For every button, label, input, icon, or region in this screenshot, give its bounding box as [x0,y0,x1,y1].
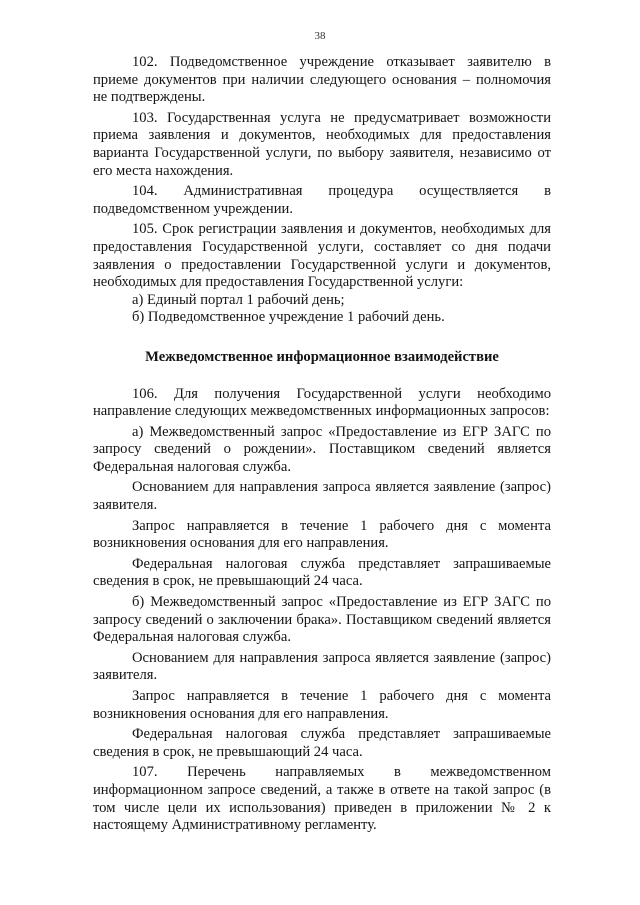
request-a: а) Межведомственный запрос «Предоставление из ЕГР ЗАГС по запросу сведений о рождении». Поставщиком сведений является Федеральная налоговая служба. [93,423,551,475]
paragraph-102: 102. Подведомственное учреждение отказывает заявителю в приеме документов при наличии следующего основания – полномочия не подтверждены. [93,54,551,106]
document-body [93,54,551,835]
list-item-a: а) Единый портал 1 рабочий день; [132,291,345,308]
list-item-b: б) Подведомственное учреждение 1 рабочий день. [132,309,445,326]
paragraph-105: 105. Срок регистрации заявления и документов, необходимых для предоставления Государственной услуги, составляет со дня подачи заявления о предоставлении Государственной услуги и документов, необходимых для предоставления Государственной услуги: [93,221,551,291]
paragraph-107: 107. Перечень направляемых в межведомственном информационном запросе сведений, а также в ответе на такой запрос (в том числе цели их использования) приведен в приложении № 2 к настоящему Административному регламенту. [93,764,551,834]
request-b-basis: Основанием для направления запроса является заявление (запрос) заявителя. [93,649,551,684]
page-number: 38 [314,30,326,42]
paragraph-103: 103. Государственная услуга не предусматривает возможности приема заявления и документов, необходимых для предоставления варианта Государственной услуги, по выбору заявителя, независимо от его места нахождения. [93,109,551,179]
request-a-basis: Основанием для направления запроса является заявление (запрос) заявителя. [93,479,551,514]
paragraph-106: 106. Для получения Государственной услуги необходимо направление следующих межведомственных информационных запросов: [93,385,551,420]
request-a-timing: Запрос направляется в течение 1 рабочего дня с момента возникновения основания для его направления. [93,517,551,552]
request-b-timing: Запрос направляется в течение 1 рабочего дня с момента возникновения основания для его направления. [93,688,551,722]
request-b: б) Межведомственный запрос «Предоставление из ЕГР ЗАГС по запросу сведений о заключении брака». Поставщиком сведений является Федеральная налоговая служба. [93,594,551,646]
section-heading: Межведомственное информационное взаимодействие [145,348,499,365]
request-b-response: Федеральная налоговая служба представляет запрашиваемые сведения в срок, не превышающий 24 часа. [93,726,551,760]
request-a-response: Федеральная налоговая служба представляет запрашиваемые сведения в срок, не превышающий 24 часа. [93,555,551,590]
paragraph-104: 104. Административная процедура осуществляется в подведомственном учреждении. [93,183,551,217]
